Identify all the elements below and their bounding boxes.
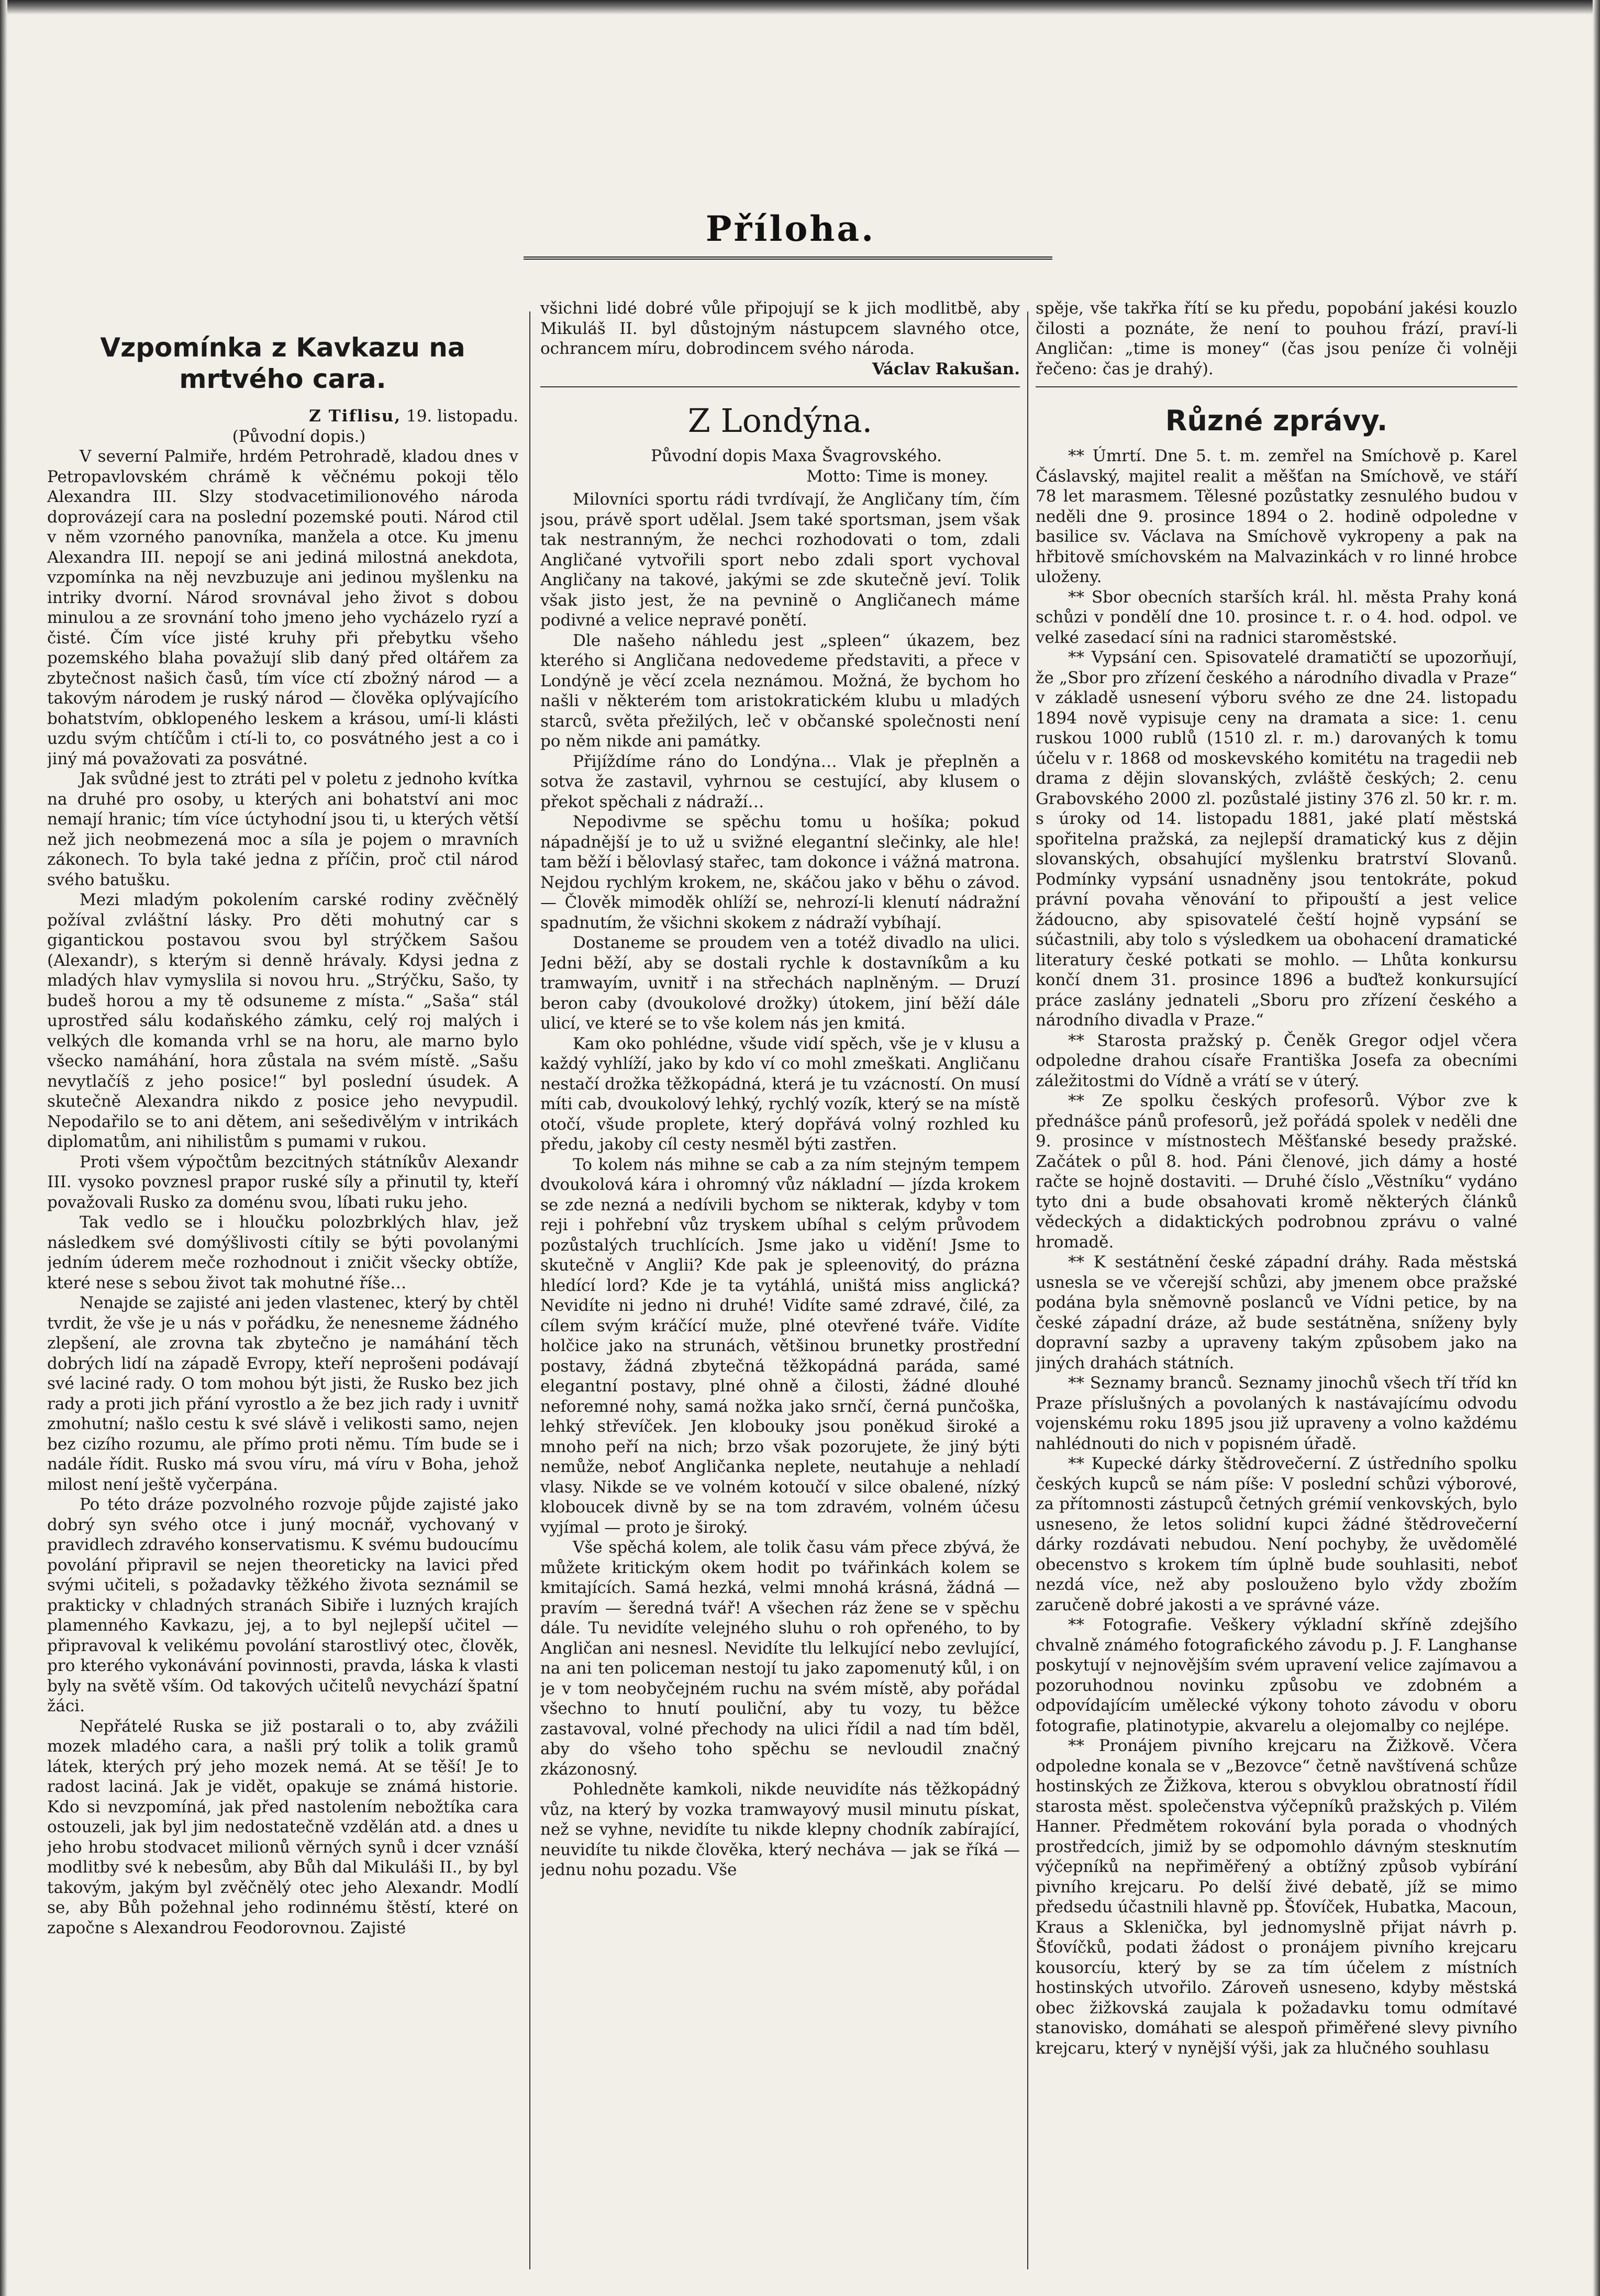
scan-right-edge (1593, 0, 1600, 2296)
scan-left-edge (0, 0, 7, 2296)
paragraph: Kam oko pohlédne, všude vidí spěch, vše je v klusu a každý vyhlíží, jako by kdo ví co mohl zmeškati. Angličanu nestačí drožka těžkopádná, která je tu vzácností. On musí míti cab, dvoukolový lehký, rychlý vozík, který se na místě otočí, všude proplete, který dopřává volný rozhled ku předu, jakoby cíl cesty nesměl býti zastřen. (540, 1034, 1020, 1154)
article-motto: Motto: Time is money. (806, 466, 988, 486)
paragraph: Milovníci sportu rádi tvrdívají, že Angličany tím, čím jsou, právě sport udělal. Jsem také sportsman, jsem však tak nestranným, že nechci rozhodovati o tom, zdali Angličané vytvořili sport nebo zdali sport vychoval Angličany na takové, jakými se zde skutečně jeví. Tolik však jisto jest, že na pevnině o Angličanech máme podivné a velice nepravé ponětí. (540, 490, 1020, 630)
column-divider-1 (529, 311, 530, 2269)
masthead-rule (524, 257, 1052, 260)
paragraph: Po této dráze pozvolného rozvoje půjde zajisté jako dobrý syn svého otce i juný mocnář, vychovaný v pravidlech zdravého konservatismu. K svému budoucímu povolání připravil se nejen theoreticky na lavici před svými učiteli, s požadavky těžkého života seznámil se prakticky v chladných stranách Sibiře i luzných krajích plamenného Kavkazu, jej, a to byl nejlepší učitel — připravoval k velikému povolání starostlivý otec, člověk, pro kterého vykonávání povinnosti, pravda, láska k vlasti byly na světě vším. Od takových učitelů nevychází špatní žáci. (47, 1495, 518, 1715)
paragraph: Mezi mladým pokolením carské rodiny zvěčnělý požíval zvláštní lásky. Pro děti mohutný car s gigantickou postavou svou byl strýčkem Sašou (Alexandr), s kterým si denně hrávaly. Kdysi jedna z mladých hlav vymyslila si novou hru. „Strýčku, Sašo, ty budeš horou a my tě odsuneme z místa.“ „Saša“ stál uprostřed sálu kodaňského zámku, celý roj malých i velkých dle komanda vrhl se na horu, ale marno bylo všecko namáhání, hora zůstala na svém místě. „Sašu nevytlačíš z jeho posice!“ byl poslední úsudek. A skutečně Alexandra nikdo z posice jeho nevypudil. Nepodařilo se to ani dětem, ani sešedivělým v intrikách diplomatům, ani nihilistům s pumami v rukou. (47, 890, 518, 1151)
article-signature: Václav Rakušan. (872, 359, 1020, 378)
article-headline-londyn: Z Londýna. (687, 402, 873, 440)
section-headline-ruzne-zpravy: Různé zprávy. (1165, 404, 1388, 437)
dateline-place: Z Tiflisu, (309, 407, 402, 426)
paragraph-continuation: spěje, vše takřka řítí se ku předu, popobání jakési kouzlo čilosti a poznáte, že není to pouhou frází, praví-li Angličan: „time is money“ (čas jsou peníze či volněji řečeno: čas je drahý). (1036, 299, 1517, 378)
article-headline-kavkaz: Vzpomínka z Kavkazu na mrtvého cara. (100, 332, 465, 394)
paragraph: V severní Palmiře, hrdém Petrohradě, kladou dnes v Petropavlovském chrámě k věčnému pokoji tělo Alexandra III. Slzy stodvacetimilionového národa doprovázejí cara na poslední pozemské pouti. Národ ctil v něm vzorného panovníka, manžela a otce. Ku jmenu Alexandra III. nepojí se ani jediná milostná anekdota, vzpomínka na něj nevzbuzuje ani jedinou myšlenku na intriky dvorní. Národ srovnával jeho život s dobou minulou a ze srovnání toho jmeno jeho vycházelo ryzí a čisté. Čím více jisté kruhy při přebytku všeho pozemského blaha považují slib daný před oltářem za zbytečnost našich časů, tím více ctí zbožný národ — a takovým národem je ruský národ — člověka oplývajícího bohatstvím, obklopeného leskem a krásou, umí-li klásti uzdu svým chtíčům i ctí-li to, co posvátného jest a co i jiný má považovati za posvátné. (47, 447, 518, 768)
paragraph: Jak svůdné jest to ztráti pel v poletu z jednoho kvítka na druhé pro osoby, u kterých ani bohatství ani moc nemají hranic; tím více úctyhodní jsou ti, u kterých větší než jich neobmezená moc a síla je pojem o mravních zákonech. To byla také jedna z příčin, proč ctil národ svého batušku. (47, 770, 518, 889)
news-item: ** Vypsání cen. Spisovatelé dramatičtí se upozorňují, že „Sbor pro zřízení českého a národního divadla v Praze“ v základě usnesení výboru svého ze dne 24. listopadu 1894 nově vypisuje ceny na dramata a sice: 1. cenu ruskou 1000 rublů (1510 zl. r. m.) darovaných k tomu účelu v r. 1868 od moskevského komitétu na tragedii neb drama z dějin slovanských, zvláště českých; 2. cenu Grabovského 2000 zl. pozůstalé jistiny 376 zl. 50 kr. r. m. s úroky od 14. listopadu 1881, jaké platí městská spořitelna pražská, za nejlepší dramatický kus z dějin slovanských, obsahující myšlenku bratrství Slovanů. Podmínky vypsání usnadněny jsou tentokráte, pokud právní povaha věnování to připouští a jest velice žádoucno, aby spisovatelé čeští hojně vypsání se súčastnili, aby tolo s výsledkem ua obohacení dramatické literatury české potkati se mohlo. — Lhůta konkursu končí dnem 31. prosince 1896 a buďtež konkursující práce zaslány jednateli „Sboru pro zřízení českého a národního divadla v Praze.“ (1036, 648, 1517, 1030)
news-item: ** Starosta pražský p. Čeněk Gregor odjel včera odpoledne drahou císaře Františka Josefa za obecními záležitostmi do Vídně a vrátí se v úterý. (1036, 1031, 1517, 1090)
article-source: (Původní dopis.) (232, 427, 366, 446)
paragraph: Pohledněte kamkoli, nikde neuvidíte nás těžkopádný vůz, na který by vozka tramwayový musil minutu pískat, než se vyhne, nevidíte tu nikde klepny chodník zabírající, neuvidíte tu nikde člověka, který necháva — jak se říká — jednu nohu pozadu. Vše (540, 1780, 1020, 1879)
paragraph: Proti všem výpočtům bezcitných státníkův Alexandr III. vysoko povznesl prapor ruské síly a přinutil ty, kteří považovali Rusko za doménu svou, líbati ruku jeho. (47, 1152, 518, 1212)
article-source: Původní dopis Maxa Švagrovského. (651, 447, 942, 465)
paragraph: Nepřátelé Ruska se již postarali o to, aby zvážili mozek mladého cara, a našli prý tolik a tolik gramů látek, kterých prý jeho mozek nemá. At se těší! Je to radost laciná. Jak je vidět, opakuje se známá historie. Kdo si nevzpomíná, jak před nastolením nebožtíka cara ostouzeli, jak byl jim nedostatečně vzdělán atd. a dnes u jeho hrobu stodvacet milionů věrných synů i dcer vznáší modlitby své k nebesům, aby Bůh dal Mikuláši II., by byl takovým, jakým byl zvěčnělý otec jeho Alexandr. Modlí se, aby Bůh požehnal jeho rodinnému štěstí, které on započne s Alexandrou Feodorovnou. Zajisté (47, 1717, 518, 1937)
paragraph: Tak vedlo se i hloučku polozbrklých hlav, jež následkem své domýšlivosti cítily se býti povolanými jedním úderem meče rozhodnout i zničit všecky obtíže, které nese s sebou život tak mohutné říše… (47, 1213, 518, 1292)
news-item: ** Ze spolku českých profesorů. Výbor zve k přednášce pánů profesorů, jež pořádá spolek v neděli dne 9. prosince v místnostech Měšťanské besedy pražské. Začátek o půl 8. hod. Páni členové, jich dámy a hosté račte se hojně dostaviti. — Druhé číslo „Věstníku“ vydáno tyto dni a bude obsahovati kromě některých článků vědeckých a didaktických podrobnou zprávu o valné hromadě. (1036, 1091, 1517, 1252)
news-item: ** Kupecké dárky štědrovečerní. Z ústředního spolku českých kupců se nám píše: V poslední schůzi výborové, za přítomnosti zástupců četných grémií venkovských, bylo usneseno, že letos solidní kupci žádné štědrovečerní dárky rozdávati nebudou. Není pochyby, že uvědomělé obecenstvo s krokem tím úplně bude souhlasiti, neboť nezdá více, než aby poslouženo bylo vždy zbožím zaručeně dobré jakosti a ve správné váze. (1036, 1454, 1517, 1614)
column-divider-2 (1027, 311, 1028, 2269)
paragraph: Přijíždíme ráno do Londýna… Vlak je přeplněn a sotva že zastavil, vyhrnou se cestující, aby klusem o překot spěchali z nádraží… (540, 752, 1020, 811)
dateline (47, 406, 518, 427)
dateline-date: 19. listopadu. (406, 407, 518, 426)
news-item: ** Seznamy branců. Seznamy jinochů všech tří tříd kn Praze příslušných a povolaných k nastávajícímu odvodu vojenskému roku 1895 jsou již upraveny a volno každému nahlédnouti do nich v popisném úřadě. (1036, 1374, 1517, 1453)
news-item: ** K sestátnění české západní dráhy. Rada městská usnesla se ve včerejší schůzi, aby jmenem obce pražské podána byla sněmovně poslanců ve Vídni petice, by na české západní dráze, až bude sestátněna, sníženy byly dopravní sazby a upraveny takým způsobem jako na jiných drahách státních. (1036, 1253, 1517, 1373)
paragraph: Dostaneme se proudem ven a totéž divadlo na ulici. Jedni běží, aby se dostali rychle k dostavníkům a ku tramwayím, uvnitř i na střechách naplněným. — Druzí beron caby (dvoukolové drožky) útokem, jiní běží dále ulicí, ve které se to vše kolem nás jen kmitá. (540, 933, 1020, 1033)
news-item: ** Sbor obecních starších král. hl. města Prahy koná schůzi v pondělí dne 10. prosince t. r. o 4. hod. odpol. ve velké zasedací síni na radnici staroměstské. (1036, 587, 1517, 647)
article-separator (540, 386, 1020, 387)
page-title: Příloha. (705, 208, 876, 249)
paragraph: Nenajde se zajisté ani jeden vlastenec, který by chtěl tvrdit, že vše je u nás v pořádku, že nenesneme žádného zlepšení, ale zrovna tak zbytečno je namáhání těch dobrých lidí na západě Evropy, kteří neprošeni podávají své laciné rady. O tom mohou být jisti, že Rusko bez jich rady a proti jich přání vyrostlo a že bez jich rady i uvnitř zmohutní; našlo cestu k své slávě i velikosti samo, nejen bez cizího rozumu, ale přímo proti němu. Tím bude se i nadále řídit. Rusko má svou víru, má víru v Boha, jehož milost není ještě vyčerpána. (47, 1294, 518, 1494)
news-item: ** Fotografie. Veškery výkladní skříně zdejšího chvalně známého fotografického závodu p. J. F. Langhanse poskytují v nejnovějším svém upravení velice zajímavou a pozoruhodnou novinku způsobu ve zdobném a odpovídajícím umělecké výkony tohoto závodu v oboru fotografie, platinotypie, akvarelu a olejomalby co nejlépe. (1036, 1615, 1517, 1735)
news-item: ** Úmrtí. Dne 5. t. m. zemřel na Smíchově p. Karel Čáslavský, majitel realit a měšťan na Smíchově, ve stáří 78 let marasmem. Tělesné pozůstatky zesnulého budou v neděli dne 9. prosince 1894 o 2. hodině odpoledne v basilice sv. Václava na Smíchově vykropeny a pak na hřbitově smíchovském na Malvazinkách v ro linné hrobce uloženy. (1036, 447, 1517, 586)
paragraph: Dle našeho náhledu jest „spleen“ úkazem, bez kterého si Angličana nedovedeme představiti, a přece v Londýně je věcí zcela neznámou. Možná, že bychom ho našli v některém tom aristokratickém klubu u mladých starců, světa přežilých, leč v občanské společnosti není po něm nikde ani památky. (540, 631, 1020, 751)
paragraph: To kolem nás mihne se cab a za ním stejným tempem dvoukolová kára i ohromný vůz nákladní — jízda krokem se zde nezná a nedívili bychom se nikterak, kdyby v tom reji i pohřební vůz tryskem ubíhal s celým průvodem pozůstalých truchlících. Jsme jako u vidění! Jsme to skutečně v Anglii? Kde pak je spleenovitý, do prázna hledící lord? Kde je ta vytáhlá, uništá miss anglická? Nevidíte ni jedno ni druhé! Vidíte samé zdravé, čilé, za cílem svým kráčící muže, plné otevřené tváře. Vidíte holčice jako na strunách, většinou brunetky prostřední postavy, žádná zbytečná těžkopádná paráda, samé elegantní postavy, plné ohně a čilosti, žádné dlouhé neforemné nohy, samá nožka jako srnčí, černá punčoška, lehký střevíček. Jen klobouky jsou poněkud široké a mnoho peří na nich; brzo však pozorujete, že jiný býti nemůže, neboť Angličanka neplete, neutahuje a nehladí vlasy. Nikde se ve volném kotoučí v silce obalené, nízký kloboucek divně by se na tom zdravém, volném účesu vyjímal — proto je široký. (540, 1155, 1020, 1537)
news-item: ** Pronájem pivního krejcaru na Žižkově. Včera odpoledne konala se v „Bezovce“ četně navštívená schůze hostinských ze Žižkova, kterou s obvyklou obratností řídil starosta měst. společenstva výčepníků pražských p. Vilém Hanner. Předmětem rokování byla porada o vhodných prostředcích, jimiž by se odpomohlo dávným stesknutím výčepníků na nepřiměřený a obtížný způsob vybírání pivního krejcaru. Po delší živé debatě, jíž se mimo předsedu účastnili hlavně pp. Šťovíček, Hubatka, Macoun, Kraus a Sklenička, byl jednomyslně přijat návrh p. Šťovíčků, podati žádost o pronájem pivního krejcaru kousorcíu, který by se za tím účelem z místních hostinských utvořilo. Zároveň usneseno, kdyby městská obec žižkovská zaujala k požadavku tomu odmítavé stanovisko, domáhati se alespoň přiměřené slevy pivního krejcaru, který v nynější výši, jak za hlučného souhlasu (1036, 1736, 1517, 2058)
column-2 (540, 298, 1020, 2282)
masthead (545, 208, 1037, 249)
paragraph: Nepodivme se spěchu tomu u hošíka; pokud nápadnější je to už u svižné elegantní slečinky, ale hle! tam běží i bělovlasý stařec, tam dokonce i vážná matrona. Nejdou rychlým krokem, ne, skáčou jako v běhu o závod. — Člověk mimoděk ohlíží se, nehrozí-li klenutí nádražní spadnutím, že všichni skokem z nádraží vybíhají. (540, 812, 1020, 932)
article-separator (1036, 386, 1517, 387)
paragraph: Vše spěchá kolem, ale tolik času vám přece zbývá, že můžete kritickým okem hodit po tvářinkách kolem se kmitajících. Samá hezká, velmi mnohá krásná, žádná — pravím — šeredná tvář! A všechen ráz žene se v spěchu dále. Tu nevidíte velejného sluhu o roh opřeného, to by Angličan ani nesnesl. Nevidíte tlu lelkující nebo zevlující, na ani ten policeman nestojí tu jako zapomenutý kůl, i on je v tom neobyčejném ruchu na svém místě, aby pořádal všechno to hnutí pouliční, aby tu vozy, tu běžce zastavoval, volné přechody na ulici řídil a nad tím bděl, aby do všeho toho spěchu se nevloudil značný zkázonosný. (540, 1538, 1020, 1779)
scan-top-edge (0, 0, 1600, 15)
column-1 (47, 298, 518, 2282)
column-3 (1036, 298, 1517, 2282)
paragraph-continuation: všichni lidé dobré vůle připojují se k jich modlitbě, aby Mikuláš II. byl důstojným nástupcem slavného otce, ochrancem míru, dobrodincem svého národa. (540, 299, 1020, 358)
